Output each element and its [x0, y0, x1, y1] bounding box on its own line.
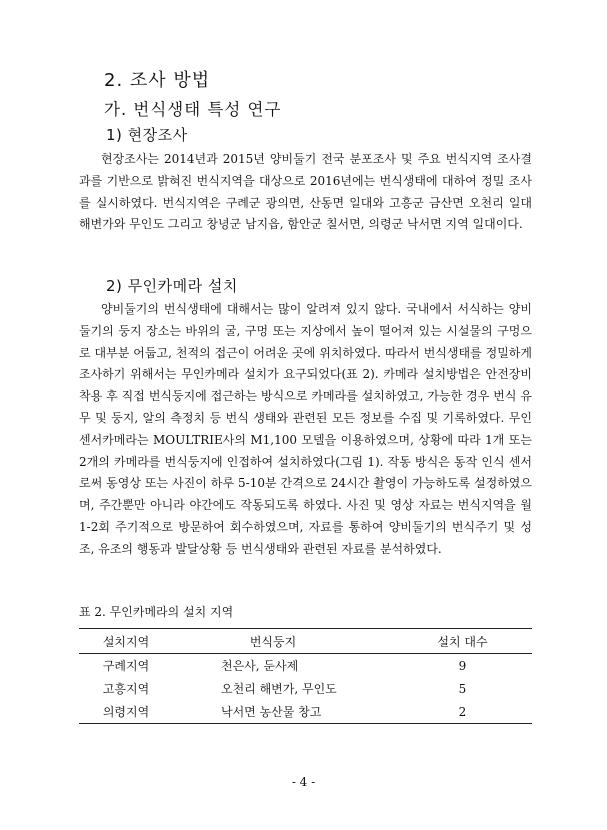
cell-count: 5 [458, 681, 467, 696]
table-header-row [79, 629, 532, 654]
table-row [79, 677, 532, 700]
camera-install-table [79, 628, 532, 724]
item-heading-field-survey: 1) 현장조사 [106, 126, 188, 144]
table-row [79, 654, 532, 678]
paragraph-camera-install: 양비둘기의 번식생태에 대해서는 많이 알려져 있지 않다. 국내에서 서식하는 양비둘기의 둥지 장소는 바위의 굴, 구멍 또는 지상에서 높이 떨어져 있는 시설물의 구멍으로 대부분 어둡고, 천적의 접근이 어려운 곳에 위치하였다. 따라서 번식생태를 정밀하게 조사하기 위해서는 무인카메라 설치가 요구되었다(표 2). 카메라 설치방법은 안전장비 착용 후 직접 번식둥지에 접근하는 방식으로 카메라를 설치하였고, 가능한 경우 번식 유무 및 둥지, 알의 측정치 등 번식 생태와 관련된 모든 정보를 수집 및 기록하였다. 무인센서카메라는 MOULTRIE사의 M1,100 모델을 이용하였으며, 상황에 따라 1개 또는 2개의 카메라를 번식둥지에 인접하여 설치하였다(그림 1). 작동 방식은 동작 인식 센서로써 동영상 또는 사진이 하루 5-10분 간격으로 24시간 촬영이 가능하도록 설정하였으며, 주간뿐만 아니라 야간에도 작동되도록 하였다. 사진 및 영상 자료는 번식지역을 월 1-2회 주기적으로 방문하여 회수하였으며, 자료를 통하여 양비둘기의 번식주기 및 성조, 유조의 행동과 발달상황 등 번식생태와 관련된 자료를 분석하였다. [79, 302, 532, 556]
cell-region: 의령지역 [102, 705, 150, 719]
cell-nest: 낙서면 농산물 창고 [221, 705, 322, 719]
paragraph-field-survey: 현장조사는 2014년과 2015년 양비둘기 전국 분포조사 및 주요 번식지역 조사결과를 기반으로 밝혀진 번식지역을 대상으로 2016년에는 번식생태에 대하여 정밀 조사를 실시하였다. 번식지역은 구례군 광의면, 산동면 일대와 고흥군 금산면 오천리 일대 해변가와 무인도 그리고 창녕군 남지읍, 함안군 칠서면, 의령군 낙서면 지역 일대이다. [79, 152, 532, 232]
cell-count: 9 [458, 658, 467, 673]
section-heading: 2. 조사 방법 [104, 70, 211, 91]
item-heading-camera-install: 2) 무인카메라 설치 [106, 277, 238, 295]
table-row [79, 700, 532, 724]
cell-count: 2 [458, 704, 467, 719]
header-region: 설치지역 [102, 634, 150, 649]
cell-region: 구례지역 [102, 659, 150, 673]
table-caption: 표 2. 무인카메라의 설치 지역 [79, 605, 234, 619]
cell-region: 고흥지역 [102, 682, 150, 696]
cell-nest: 오천리 해변가, 무인도 [221, 682, 337, 696]
header-count: 설치 대수 [437, 634, 488, 649]
page-number: - 4 - [291, 775, 316, 789]
cell-nest: 천은사, 둔사제 [221, 659, 299, 673]
sub-heading: 가. 번식생태 특성 연구 [104, 100, 282, 119]
header-nest: 번식둥지 [249, 634, 297, 649]
